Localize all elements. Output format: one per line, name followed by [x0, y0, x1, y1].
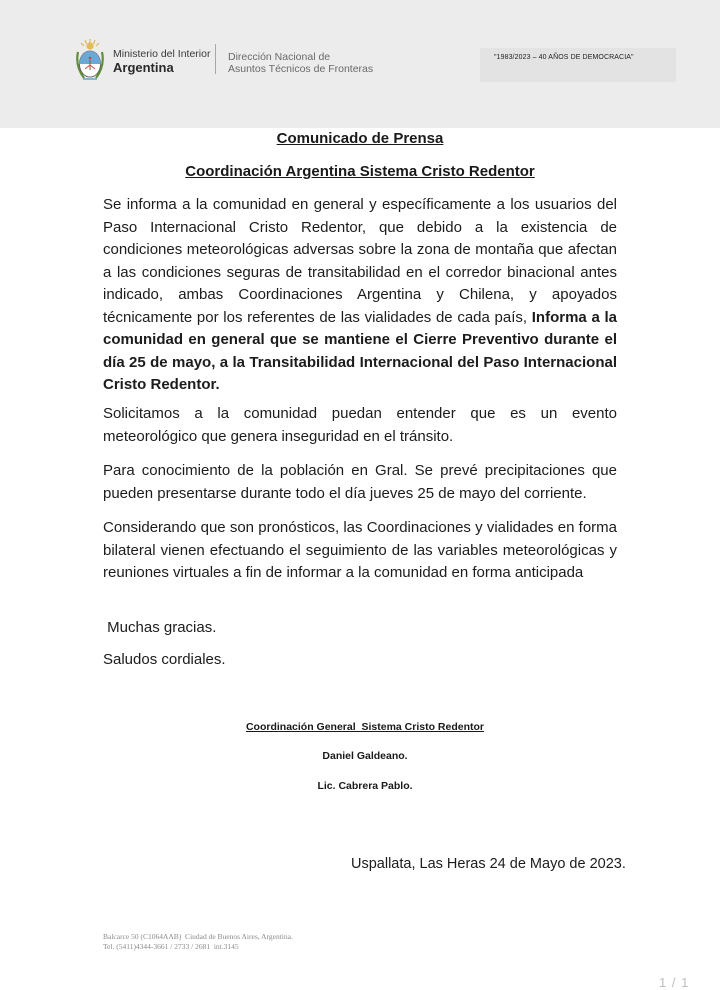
signature-organization: Coordinación General Sistema Cristo Redentor	[245, 721, 485, 733]
place-and-date: Uspallata, Las Heras 24 de Mayo de 2023.	[351, 856, 626, 872]
page-indicator: 1 / 1	[659, 975, 690, 990]
paragraph-1-text: Se informa a la comunidad en general y específicamente a los usuarios del Paso Internacional Cristo Redentor, que debido a la existencia de condiciones meteorológicas adversas sobre la zona de montaña que afectan a las condiciones seguras de transitabilidad en el corredor binacional antes indicado, ambas Coordinaciones Argentina y Chilena, y apoyados técnicamente por los referentes de las vialidades de cada país,	[103, 196, 617, 326]
regards-line: Saludos cordiales.	[103, 651, 226, 668]
footer-address: Balcarce 50 (C1064AAB) Ciudad de Buenos Aires, Argentina.	[103, 932, 293, 941]
directorate-line-1: Dirección Nacional de	[228, 51, 331, 63]
paragraph-4: Considerando que son pronósticos, las Coordinaciones y vialidades en forma bilateral vienen efectuando el seguimiento de las variables meteorológicas y reuniones virtuales a fin de informar a la comunidad en forma anticipada	[103, 519, 617, 581]
document-title: Comunicado de Prensa	[276, 130, 444, 147]
footer-contact	[103, 932, 293, 951]
footer-phone: Tel. (5411)4344-3661 / 2733 / 2681 int.3145	[103, 941, 239, 951]
ministry-name	[113, 48, 210, 74]
signature-name-1: Daniel Galdeano.	[322, 750, 408, 762]
ministry-country-label: Argentina	[113, 60, 174, 75]
ministry-name-label: Ministerio del Interior	[113, 48, 211, 60]
paragraph-1-bold-statement: Informa a la comunidad en general que se mantiene el Cierre Preventivo durante el día 25 de mayo, a la Transitabilidad Internacional del Paso Internacional Cristo Redentor.	[103, 308, 617, 393]
directorate-name	[228, 51, 373, 75]
paragraph-2: Solicitamos a la comunidad puedan entender que es un evento meteorológico que genera inseguridad en el tránsito.	[103, 405, 617, 445]
directorate-line-2: Asuntos Técnicos de Fronteras	[228, 63, 374, 75]
thanks-line: Muchas gracias.	[103, 619, 217, 636]
signature-name-2: Lic. Cabrera Pablo.	[317, 780, 413, 792]
paragraph-1	[103, 194, 617, 397]
argentina-coat-of-arms-icon	[74, 36, 106, 82]
paragraph-3: Para conocimiento de la población en Gral. Se prevé precipitaciones que pueden presentarse durante todo el día jueves 25 de mayo del corriente.	[103, 462, 617, 502]
header-divider	[215, 44, 216, 74]
document-subtitle: Coordinación Argentina Sistema Cristo Redentor	[185, 163, 535, 180]
democracy-banner-text: "1983/2023 – 40 AÑOS DE DEMOCRACIA"	[494, 54, 634, 61]
